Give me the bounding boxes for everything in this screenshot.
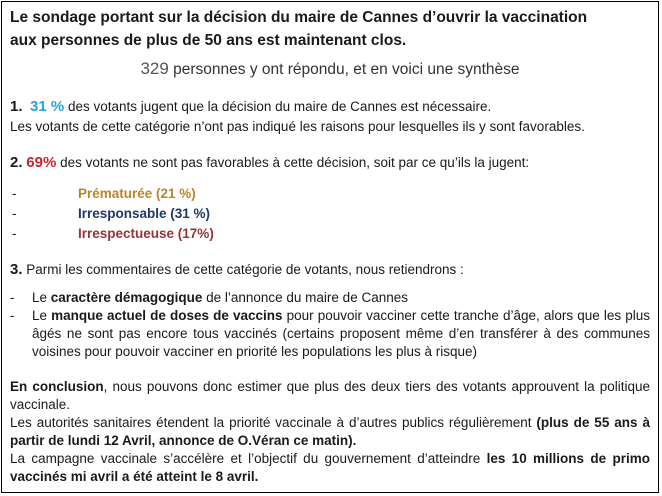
- comment-vaccine-shortage: [32, 307, 650, 361]
- list-dash: -: [12, 206, 17, 221]
- section-1-percent: 31 %: [30, 98, 65, 115]
- section-1-detail: Les votants de cette catégorie n’ont pas indiqué les raisons pour lesquelles ils y sont favorables.: [10, 119, 585, 134]
- comment-text: de l’annonce du maire de Cannes: [202, 290, 408, 305]
- comment-text: Le: [32, 290, 51, 305]
- section-2-number: 2.: [10, 154, 23, 171]
- section-3-text: Parmi les commentaires de cette catégorie de votants, nous retiendrons :: [26, 262, 464, 277]
- title-line-2: aux personnes de plus de 50 ans est maintenant clos.: [10, 32, 407, 49]
- subtitle-text: personnes y ont répondu, et en voici une synthèse: [173, 61, 520, 78]
- conclusion-text: La campagne vaccinale s’accélère et l’objectif du gouvernement d’atteindre: [10, 451, 487, 466]
- comments-list: [10, 289, 650, 369]
- reasons-list: [12, 185, 650, 245]
- reason-item: [12, 225, 412, 243]
- conclusion-bold: (plus de 55 ans à partir de lundi 12 Avril, annonce de O.Véran ce matin).: [10, 415, 650, 448]
- document-frame: [1, 1, 659, 493]
- conclusion-bold: les 10 millions de primo vaccinés mi avril a été atteint le 8 avril.: [10, 451, 650, 484]
- conclusion-paragraph-2: [10, 414, 650, 450]
- conclusion-text: Les autorités sanitaires étendent la priorité vaccinale à d’autres publics régulièrement: [10, 415, 537, 430]
- comment-item: [10, 307, 650, 367]
- section-1-heading: [10, 98, 650, 116]
- comment-bold: caractère démagogique: [50, 290, 203, 305]
- respondent-count: 329: [140, 59, 169, 78]
- list-dash: -: [10, 308, 15, 323]
- title-line-1: Le sondage portant sur la décision du maire de Cannes d’ouvrir la vaccination: [10, 9, 588, 26]
- comment-text: pour pouvoir vacciner cette tranche d’âge, alors que les plus âgés ne sont pas encore tous vaccinés (certains proposent même d’en transférer à des communes voisines pour pouvoir vacciner en priorité les populations les plus à risque): [32, 308, 650, 359]
- reason-item: [12, 205, 412, 223]
- conclusion-text: , nous pouvons donc estimer que plus des deux tiers des votants approuvent la politique vaccinale.: [10, 379, 650, 412]
- subtitle: [10, 59, 650, 79]
- conclusion-paragraph-3: [10, 450, 650, 486]
- comment-bold: manque actuel de doses de vaccins: [51, 308, 283, 323]
- list-dash: -: [12, 186, 17, 201]
- section-2-text: des votants ne sont pas favorables à cette décision, soit par ce qu’ils la jugent:: [60, 155, 530, 170]
- section-1-number: 1.: [10, 98, 23, 115]
- section-2-heading: [10, 154, 650, 172]
- reason-item: [12, 185, 412, 203]
- conclusion: [10, 378, 650, 486]
- conclusion-lead: En conclusion: [10, 379, 104, 394]
- section-2-percent: 69%: [26, 154, 57, 171]
- section-1-text: des votants jugent que la décision du maire de Cannes est nécessaire.: [68, 99, 492, 114]
- list-dash: -: [12, 226, 17, 241]
- reason-disrespectful: Irrespectueuse (17%): [78, 226, 214, 241]
- comment-demagogic: [32, 289, 408, 307]
- reason-irresponsible: Irresponsable (31 %): [78, 206, 211, 221]
- section-3-number: 3.: [10, 261, 23, 278]
- conclusion-paragraph-1: [10, 378, 650, 414]
- list-dash: -: [10, 290, 15, 305]
- comment-item: [10, 289, 650, 307]
- section-3-heading: [10, 261, 650, 279]
- reason-premature: Prématurée (21 %): [78, 186, 196, 201]
- comment-text: Le: [32, 308, 52, 323]
- title: [10, 6, 650, 52]
